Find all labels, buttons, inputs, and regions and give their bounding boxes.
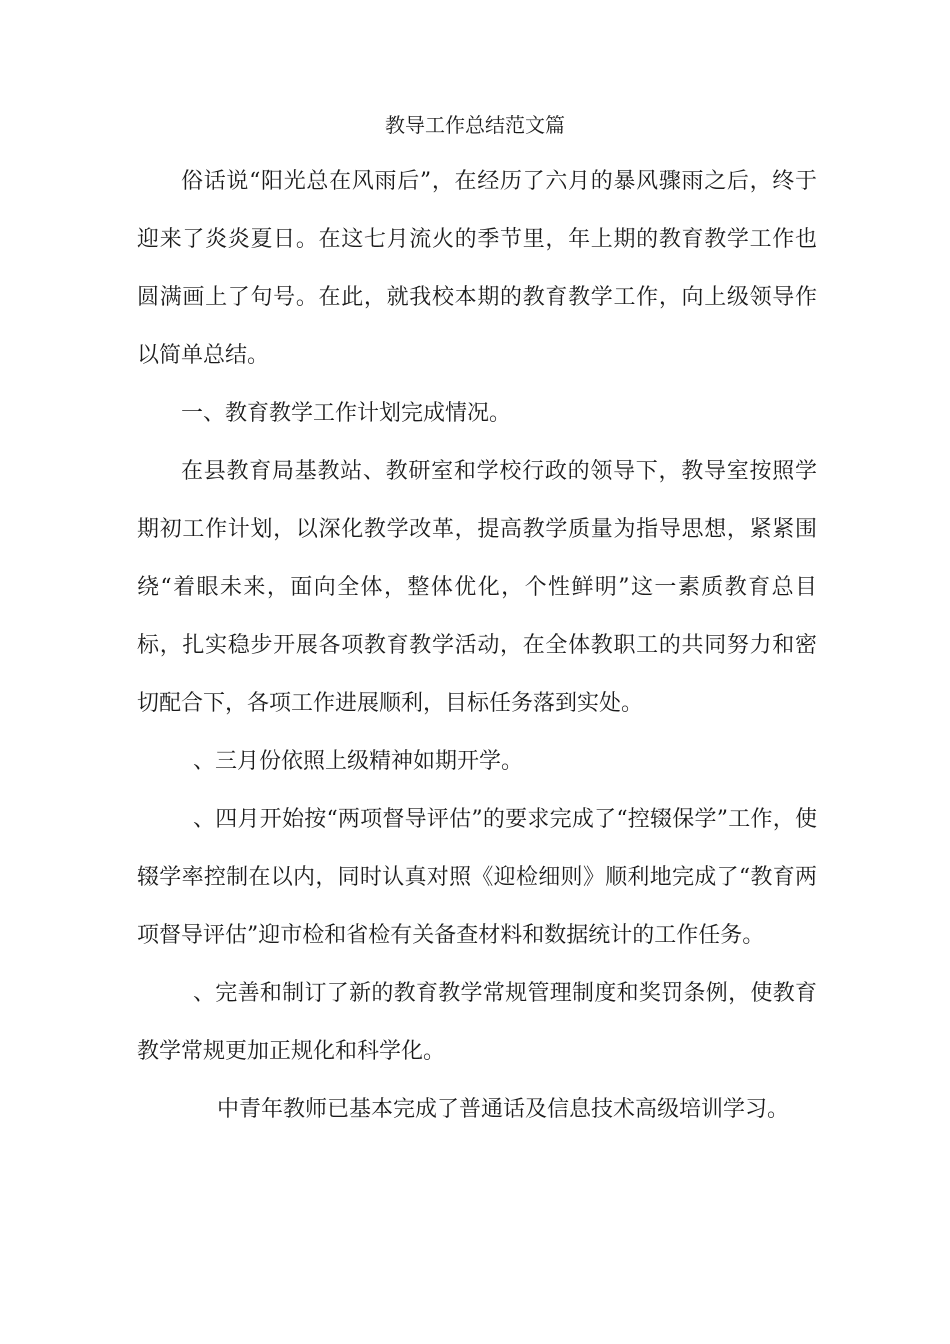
list-item-teacher-training: 中青年教师已基本完成了普通话及信息技术高级培训学习。 [217,1097,790,1122]
list-item-april-evaluation: 、四月开始按“两项督导评估”的要求完成了“控辍保学”工作，使辍学率控制在以内，同时认真对照《迎检细则》顺利地完成了“教育两项督导评估”迎市检和省检有关备查材料和数据统计的工作任务。 [137,807,817,948]
list-item-management-rules: 、完善和制订了新的教育教学常规管理制度和奖罚条例，使教育教学常规更加正规化和科学化。 [137,981,817,1064]
paragraph-leadership: 在县教育局基教站、教研室和学校行政的领导下，教导室按照学期初工作计划，以深化教学改革，提高教学质量为指导思想，紧紧围绕“着眼未来，面向全体，整体优化，个性鲜明”这一素质教育总目标，扎实稳步开展各项教育教学活动，在全体教职工的共同努力和密切配合下，各项工作进展顺利，目标任务落到实处。 [137,459,817,716]
document-body [137,153,817,1139]
section-heading-plan-completion: 一、教育教学工作计划完成情况。 [181,401,512,426]
list-item-march-start: 、三月份依照上级精神如期开学。 [193,749,524,774]
paragraph-intro: 俗话说“阳光总在风雨后”，在经历了六月的暴风骤雨之后，终于迎来了炎炎夏日。在这七月流火的季节里，年上期的教育教学工作也圆满画上了句号。在此，就我校本期的教育教学工作，向上级领导作以简单总结。 [137,169,817,368]
document-title: 教导工作总结范文篇 [385,113,565,137]
